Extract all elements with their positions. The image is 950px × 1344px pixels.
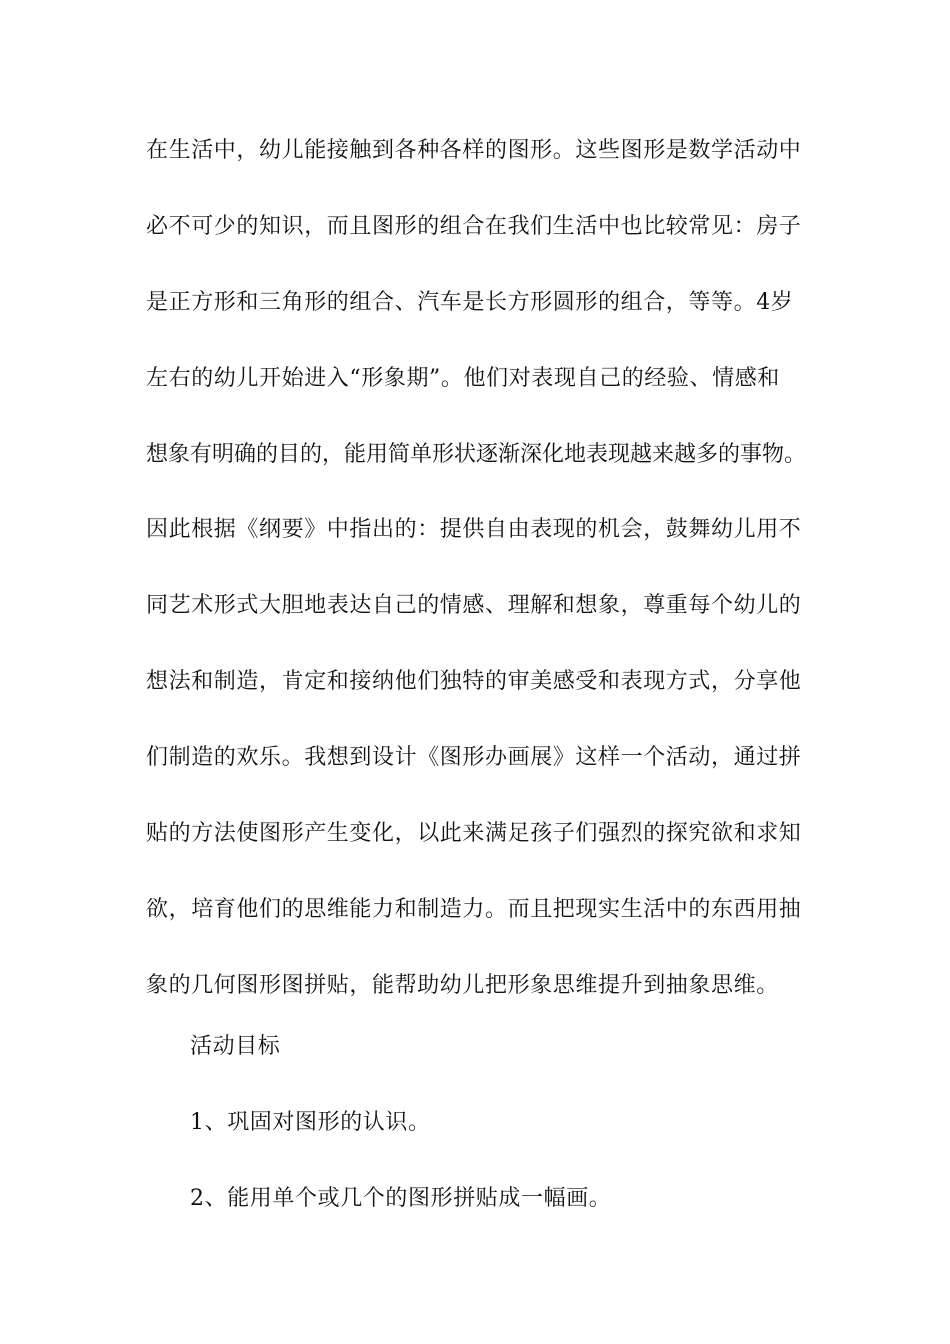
goal-item-2: 2、能用单个或几个的图形拼贴成一幅画。 bbox=[190, 1186, 612, 1211]
paragraph-line: 是正方形和三角形的组合、汽车是长方形圆形的组合，等等。4岁 bbox=[146, 289, 794, 315]
paragraph-line: 欲，培育他们的思维能力和制造力。而且把现实生活中的东西用抽 bbox=[146, 896, 802, 922]
intro-paragraph bbox=[146, 128, 816, 1039]
paragraph-line: 同艺术形式大胆地表达自己的情感、理解和想象，尊重每个幼儿的 bbox=[146, 593, 802, 619]
paragraph-line: 想象有明确的目的，能用简单形状逐渐深化地表现越来越多的事物。 bbox=[146, 441, 807, 467]
paragraph-line: 在生活中，幼儿能接触到各种各样的图形。这些图形是数学活动中 bbox=[146, 138, 802, 163]
goal-item-1: 1、巩固对图形的认识。 bbox=[190, 1110, 431, 1135]
paragraph-line: 象的几何图形图拼贴，能帮助幼儿把形象思维提升到抽象思维。 bbox=[146, 972, 779, 998]
paragraph-line: 左右的幼儿开始进入“形象期”。他们对表现自己的经验、情感和 bbox=[146, 365, 780, 391]
paragraph-line: 贴的方法使图形产生变化，以此来满足孩子们强烈的探究欲和求知 bbox=[146, 821, 802, 847]
paragraph-line: 们制造的欢乐。我想到设计《图形办画展》这样一个活动，通过拼 bbox=[146, 745, 802, 771]
paragraph-line: 想法和制造，肯定和接纳他们独特的审美感受和表现方式，分享他 bbox=[146, 669, 802, 695]
paragraph-line: 因此根据《纲要》中指出的：提供自由表现的机会，鼓舞幼儿用不 bbox=[146, 517, 802, 543]
paragraph-line: 必不可少的知识，而且图形的组合在我们生活中也比较常见：房子 bbox=[146, 213, 802, 239]
section-heading-activity-goals: 活动目标 bbox=[190, 1034, 281, 1059]
